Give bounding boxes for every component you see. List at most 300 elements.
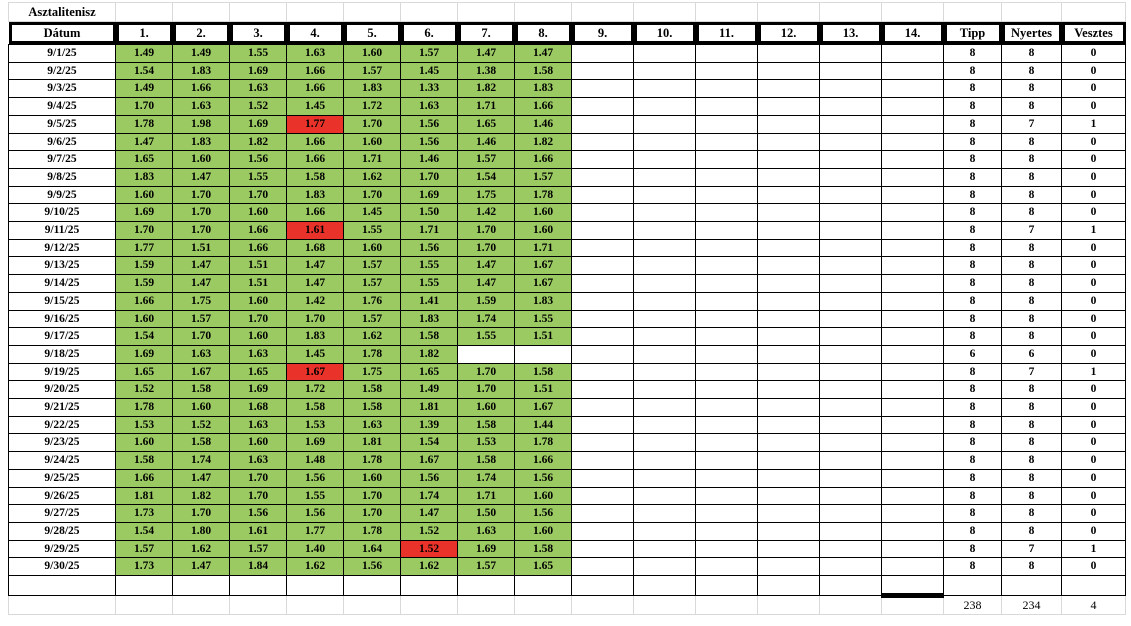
tipp-cell[interactable]: 8 <box>944 257 1002 275</box>
odds-cell[interactable]: 1.63 <box>173 345 230 363</box>
odds-cell[interactable]: 1.60 <box>344 45 401 63</box>
empty-cell[interactable] <box>634 434 696 452</box>
odds-cell[interactable]: 1.60 <box>515 522 572 540</box>
empty-cell[interactable] <box>572 151 634 169</box>
odds-cell[interactable]: 1.40 <box>287 540 344 558</box>
odds-cell[interactable]: 1.55 <box>515 310 572 328</box>
empty-cell[interactable] <box>696 257 758 275</box>
column-header-4[interactable] <box>287 22 344 45</box>
empty-cell[interactable] <box>634 522 696 540</box>
nyertes-cell[interactable]: 8 <box>1002 399 1062 417</box>
tipp-cell[interactable]: 8 <box>944 310 1002 328</box>
odds-cell[interactable]: 1.68 <box>287 239 344 257</box>
empty-cell[interactable] <box>572 98 634 116</box>
title-row-empty-cell[interactable] <box>1062 3 1126 22</box>
tipp-cell[interactable]: 8 <box>944 558 1002 576</box>
odds-cell[interactable]: 1.57 <box>458 558 515 576</box>
spacer-cell[interactable] <box>515 576 572 596</box>
empty-cell[interactable] <box>820 328 882 346</box>
totals-empty-cell[interactable] <box>287 595 344 614</box>
odds-cell[interactable]: 1.49 <box>173 45 230 63</box>
empty-cell[interactable] <box>572 222 634 240</box>
spacer-cell[interactable] <box>758 576 820 596</box>
empty-cell[interactable] <box>572 292 634 310</box>
empty-cell[interactable] <box>696 452 758 470</box>
vesztes-cell[interactable]: 1 <box>1062 222 1126 240</box>
odds-cell[interactable]: 1.60 <box>173 151 230 169</box>
vesztes-cell[interactable]: 1 <box>1062 540 1126 558</box>
empty-cell[interactable] <box>572 345 634 363</box>
vesztes-cell[interactable]: 0 <box>1062 98 1126 116</box>
odds-cell[interactable]: 1.41 <box>401 292 458 310</box>
empty-cell[interactable] <box>634 257 696 275</box>
odds-cell[interactable]: 1.54 <box>458 168 515 186</box>
odds-cell[interactable]: 1.55 <box>230 168 287 186</box>
title-row-empty-cell[interactable] <box>458 3 515 22</box>
odds-cell[interactable]: 1.66 <box>287 80 344 98</box>
empty-cell[interactable] <box>758 98 820 116</box>
empty-cell[interactable] <box>572 62 634 80</box>
odds-cell[interactable]: 1.98 <box>173 115 230 133</box>
column-header-datum[interactable] <box>9 22 116 45</box>
empty-cell[interactable] <box>820 204 882 222</box>
totals-empty-cell[interactable] <box>758 595 820 614</box>
odds-cell[interactable]: 1.63 <box>173 98 230 116</box>
empty-cell[interactable] <box>882 80 944 98</box>
empty-cell[interactable] <box>696 381 758 399</box>
odds-cell[interactable]: 1.58 <box>515 540 572 558</box>
odds-cell[interactable]: 1.58 <box>287 399 344 417</box>
nyertes-cell[interactable]: 8 <box>1002 487 1062 505</box>
odds-cell[interactable]: 1.83 <box>173 62 230 80</box>
odds-cell[interactable]: 1.55 <box>458 328 515 346</box>
empty-cell[interactable] <box>572 186 634 204</box>
date-cell[interactable]: 9/5/25 <box>9 115 116 133</box>
odds-cell[interactable]: 1.66 <box>230 239 287 257</box>
odds-cell[interactable]: 1.60 <box>230 434 287 452</box>
date-cell[interactable]: 9/1/25 <box>9 45 116 63</box>
empty-cell[interactable] <box>882 239 944 257</box>
odds-cell[interactable]: 1.60 <box>230 204 287 222</box>
odds-cell[interactable]: 1.83 <box>515 80 572 98</box>
empty-cell[interactable] <box>634 45 696 63</box>
odds-cell[interactable]: 1.47 <box>173 257 230 275</box>
empty-cell[interactable] <box>696 363 758 381</box>
nyertes-cell[interactable]: 8 <box>1002 292 1062 310</box>
tipp-cell[interactable]: 8 <box>944 434 1002 452</box>
empty-cell[interactable] <box>882 522 944 540</box>
odds-cell[interactable]: 1.63 <box>401 98 458 116</box>
odds-cell[interactable]: 1.58 <box>458 452 515 470</box>
empty-cell[interactable] <box>882 115 944 133</box>
empty-cell[interactable] <box>696 133 758 151</box>
odds-cell[interactable]: 1.70 <box>344 186 401 204</box>
tipp-cell[interactable]: 8 <box>944 505 1002 523</box>
odds-cell[interactable]: 1.63 <box>230 80 287 98</box>
empty-cell[interactable] <box>634 62 696 80</box>
totals-empty-cell[interactable] <box>572 595 634 614</box>
empty-cell[interactable] <box>758 363 820 381</box>
empty-cell[interactable] <box>820 558 882 576</box>
odds-cell[interactable]: 1.83 <box>515 292 572 310</box>
empty-cell[interactable] <box>572 168 634 186</box>
empty-cell[interactable] <box>820 115 882 133</box>
date-cell[interactable]: 9/8/25 <box>9 168 116 186</box>
odds-cell[interactable]: 1.47 <box>458 257 515 275</box>
odds-cell[interactable]: 1.65 <box>458 115 515 133</box>
odds-cell[interactable]: 1.70 <box>458 239 515 257</box>
odds-cell[interactable]: 1.60 <box>344 239 401 257</box>
odds-cell[interactable]: 1.47 <box>173 469 230 487</box>
nyertes-cell[interactable]: 8 <box>1002 168 1062 186</box>
empty-cell[interactable] <box>820 45 882 63</box>
odds-cell[interactable]: 1.66 <box>515 98 572 116</box>
odds-cell[interactable]: 1.57 <box>401 45 458 63</box>
empty-cell[interactable] <box>572 363 634 381</box>
odds-cell[interactable]: 1.47 <box>515 45 572 63</box>
totals-empty-cell[interactable] <box>116 595 173 614</box>
odds-cell[interactable]: 1.70 <box>173 204 230 222</box>
odds-cell[interactable]: 1.60 <box>230 292 287 310</box>
nyertes-cell[interactable]: 7 <box>1002 363 1062 381</box>
empty-cell[interactable] <box>696 487 758 505</box>
empty-cell[interactable] <box>572 239 634 257</box>
odds-cell[interactable]: 1.46 <box>401 151 458 169</box>
empty-cell[interactable] <box>634 204 696 222</box>
empty-cell[interactable] <box>634 239 696 257</box>
empty-cell[interactable] <box>634 328 696 346</box>
empty-cell[interactable] <box>758 151 820 169</box>
odds-cell[interactable]: 1.53 <box>458 434 515 452</box>
empty-cell[interactable] <box>882 204 944 222</box>
odds-cell[interactable]: 1.82 <box>515 133 572 151</box>
odds-cell[interactable]: 1.82 <box>458 80 515 98</box>
nyertes-cell[interactable]: 6 <box>1002 345 1062 363</box>
odds-cell[interactable]: 1.83 <box>116 168 173 186</box>
empty-cell[interactable] <box>572 487 634 505</box>
odds-cell-loss[interactable]: 1.52 <box>401 540 458 558</box>
nyertes-cell[interactable]: 7 <box>1002 222 1062 240</box>
odds-cell[interactable]: 1.66 <box>287 204 344 222</box>
spacer-cell[interactable] <box>9 576 116 596</box>
empty-cell[interactable] <box>882 168 944 186</box>
empty-cell[interactable] <box>758 328 820 346</box>
tipp-cell[interactable]: 8 <box>944 80 1002 98</box>
empty-cell[interactable] <box>820 416 882 434</box>
totals-empty-cell[interactable] <box>230 595 287 614</box>
empty-cell[interactable] <box>634 540 696 558</box>
title-row-empty-cell[interactable] <box>230 3 287 22</box>
odds-cell[interactable]: 1.70 <box>287 310 344 328</box>
empty-cell[interactable] <box>572 80 634 98</box>
empty-cell[interactable] <box>882 62 944 80</box>
empty-cell[interactable] <box>820 522 882 540</box>
odds-cell[interactable]: 1.63 <box>344 416 401 434</box>
totals-empty-cell[interactable] <box>458 595 515 614</box>
empty-cell[interactable] <box>882 328 944 346</box>
spacer-cell[interactable] <box>401 576 458 596</box>
empty-cell[interactable] <box>820 151 882 169</box>
date-cell[interactable]: 9/23/25 <box>9 434 116 452</box>
odds-cell[interactable]: 1.69 <box>230 381 287 399</box>
odds-cell[interactable]: 1.60 <box>230 328 287 346</box>
vesztes-cell[interactable]: 0 <box>1062 62 1126 80</box>
date-cell[interactable]: 9/9/25 <box>9 186 116 204</box>
empty-cell[interactable] <box>696 62 758 80</box>
odds-cell[interactable]: 1.60 <box>344 133 401 151</box>
empty-cell[interactable] <box>882 98 944 116</box>
odds-cell[interactable]: 1.57 <box>344 62 401 80</box>
empty-cell[interactable] <box>572 434 634 452</box>
odds-cell[interactable]: 1.46 <box>458 133 515 151</box>
totals-empty-cell[interactable] <box>344 595 401 614</box>
column-header-vesztes[interactable] <box>1062 22 1126 45</box>
column-header-8[interactable] <box>515 22 572 45</box>
odds-cell[interactable]: 1.71 <box>458 98 515 116</box>
empty-cell[interactable] <box>882 292 944 310</box>
tipp-cell[interactable]: 8 <box>944 363 1002 381</box>
empty-cell[interactable] <box>758 275 820 293</box>
odds-cell[interactable]: 1.60 <box>515 222 572 240</box>
column-header-3[interactable] <box>230 22 287 45</box>
odds-cell[interactable]: 1.74 <box>401 487 458 505</box>
odds-cell[interactable]: 1.57 <box>344 275 401 293</box>
totals-empty-cell[interactable] <box>173 595 230 614</box>
empty-cell[interactable] <box>634 487 696 505</box>
odds-cell[interactable]: 1.70 <box>173 328 230 346</box>
empty-cell[interactable] <box>572 540 634 558</box>
empty-cell[interactable] <box>634 222 696 240</box>
odds-cell[interactable]: 1.61 <box>230 522 287 540</box>
odds-cell[interactable]: 1.70 <box>116 98 173 116</box>
odds-cell[interactable]: 1.56 <box>401 469 458 487</box>
empty-cell[interactable] <box>634 133 696 151</box>
odds-cell[interactable]: 1.78 <box>116 399 173 417</box>
spacer-cell[interactable] <box>287 576 344 596</box>
empty-cell[interactable] <box>696 115 758 133</box>
odds-cell[interactable]: 1.60 <box>173 399 230 417</box>
empty-cell[interactable] <box>758 522 820 540</box>
totals-empty-cell[interactable] <box>9 595 116 614</box>
odds-cell[interactable]: 1.54 <box>401 434 458 452</box>
vesztes-cell[interactable]: 0 <box>1062 434 1126 452</box>
title-row-empty-cell[interactable] <box>401 3 458 22</box>
date-cell[interactable]: 9/10/25 <box>9 204 116 222</box>
odds-cell[interactable]: 1.54 <box>116 62 173 80</box>
odds-cell-loss[interactable]: 1.77 <box>287 115 344 133</box>
empty-cell[interactable] <box>634 168 696 186</box>
odds-cell[interactable]: 1.71 <box>344 151 401 169</box>
empty-cell[interactable] <box>820 452 882 470</box>
odds-cell[interactable]: 1.65 <box>230 363 287 381</box>
nyertes-cell[interactable]: 8 <box>1002 186 1062 204</box>
odds-cell[interactable]: 1.70 <box>230 186 287 204</box>
odds-cell[interactable]: 1.67 <box>173 363 230 381</box>
odds-cell[interactable]: 1.56 <box>287 505 344 523</box>
vesztes-cell[interactable]: 0 <box>1062 151 1126 169</box>
date-cell[interactable]: 9/30/25 <box>9 558 116 576</box>
empty-cell[interactable] <box>634 275 696 293</box>
empty-cell[interactable] <box>882 345 944 363</box>
odds-cell[interactable]: 1.76 <box>344 292 401 310</box>
vesztes-cell[interactable]: 0 <box>1062 328 1126 346</box>
odds-cell[interactable]: 1.73 <box>116 505 173 523</box>
odds-cell[interactable]: 1.66 <box>116 469 173 487</box>
odds-cell[interactable]: 1.74 <box>458 469 515 487</box>
odds-cell[interactable]: 1.82 <box>173 487 230 505</box>
odds-cell[interactable]: 1.55 <box>401 257 458 275</box>
odds-cell[interactable]: 1.62 <box>173 540 230 558</box>
odds-cell[interactable]: 1.52 <box>116 381 173 399</box>
empty-cell[interactable] <box>758 168 820 186</box>
date-cell[interactable]: 9/12/25 <box>9 239 116 257</box>
odds-cell[interactable]: 1.80 <box>173 522 230 540</box>
nyertes-cell[interactable]: 8 <box>1002 151 1062 169</box>
tipp-cell[interactable]: 8 <box>944 239 1002 257</box>
title-row-empty-cell[interactable] <box>173 3 230 22</box>
odds-cell[interactable]: 1.62 <box>401 558 458 576</box>
empty-cell[interactable] <box>696 399 758 417</box>
empty-cell[interactable] <box>572 328 634 346</box>
tipp-cell[interactable]: 8 <box>944 204 1002 222</box>
odds-cell[interactable]: 1.58 <box>401 328 458 346</box>
tipp-cell[interactable]: 8 <box>944 292 1002 310</box>
title-row-empty-cell[interactable] <box>820 3 882 22</box>
empty-cell[interactable] <box>758 487 820 505</box>
odds-cell[interactable]: 1.60 <box>116 434 173 452</box>
tipp-cell[interactable]: 8 <box>944 115 1002 133</box>
column-header-nyertes[interactable] <box>1002 22 1062 45</box>
empty-cell[interactable] <box>820 98 882 116</box>
odds-cell[interactable]: 1.49 <box>116 80 173 98</box>
empty-cell[interactable] <box>634 345 696 363</box>
date-cell[interactable]: 9/20/25 <box>9 381 116 399</box>
column-header-tipp[interactable] <box>944 22 1002 45</box>
nyertes-cell[interactable]: 7 <box>1002 540 1062 558</box>
empty-cell[interactable] <box>634 98 696 116</box>
empty-cell[interactable] <box>820 469 882 487</box>
odds-cell[interactable]: 1.45 <box>344 204 401 222</box>
odds-cell[interactable]: 1.82 <box>401 345 458 363</box>
odds-cell[interactable]: 1.56 <box>344 558 401 576</box>
odds-cell[interactable]: 1.66 <box>230 222 287 240</box>
empty-cell[interactable] <box>882 540 944 558</box>
empty-cell[interactable] <box>634 381 696 399</box>
empty-cell[interactable] <box>696 80 758 98</box>
odds-cell[interactable]: 1.47 <box>458 275 515 293</box>
tipp-cell[interactable]: 8 <box>944 275 1002 293</box>
empty-cell[interactable] <box>820 487 882 505</box>
tipp-cell[interactable]: 8 <box>944 540 1002 558</box>
odds-cell[interactable]: 1.69 <box>116 204 173 222</box>
totals-empty-cell[interactable] <box>634 595 696 614</box>
empty-cell[interactable] <box>820 292 882 310</box>
empty-cell[interactable] <box>572 275 634 293</box>
odds-cell[interactable]: 1.56 <box>230 151 287 169</box>
odds-cell-empty[interactable] <box>458 345 515 363</box>
odds-cell[interactable]: 1.57 <box>515 168 572 186</box>
date-cell[interactable]: 9/24/25 <box>9 452 116 470</box>
nyertes-cell[interactable]: 8 <box>1002 416 1062 434</box>
tipp-cell[interactable]: 8 <box>944 399 1002 417</box>
vesztes-cell[interactable]: 1 <box>1062 363 1126 381</box>
empty-cell[interactable] <box>696 434 758 452</box>
empty-cell[interactable] <box>634 80 696 98</box>
odds-cell[interactable]: 1.60 <box>515 204 572 222</box>
vesztes-cell[interactable]: 0 <box>1062 204 1126 222</box>
odds-cell[interactable]: 1.55 <box>230 45 287 63</box>
column-header-6[interactable] <box>401 22 458 45</box>
odds-cell[interactable]: 1.58 <box>344 381 401 399</box>
odds-cell[interactable]: 1.70 <box>458 222 515 240</box>
odds-cell[interactable]: 1.46 <box>515 115 572 133</box>
odds-cell[interactable]: 1.53 <box>287 416 344 434</box>
empty-cell[interactable] <box>820 310 882 328</box>
column-header-14[interactable] <box>882 22 944 45</box>
date-cell[interactable]: 9/14/25 <box>9 275 116 293</box>
odds-cell[interactable]: 1.78 <box>344 452 401 470</box>
odds-cell[interactable]: 1.70 <box>344 115 401 133</box>
empty-cell[interactable] <box>882 222 944 240</box>
empty-cell[interactable] <box>696 540 758 558</box>
odds-cell[interactable]: 1.65 <box>116 363 173 381</box>
totals-empty-cell[interactable] <box>696 595 758 614</box>
column-header-13[interactable] <box>820 22 882 45</box>
col14-underline-cell[interactable] <box>882 576 944 596</box>
odds-cell[interactable]: 1.57 <box>230 540 287 558</box>
odds-cell[interactable]: 1.64 <box>344 540 401 558</box>
empty-cell[interactable] <box>696 505 758 523</box>
empty-cell[interactable] <box>882 363 944 381</box>
empty-cell[interactable] <box>758 416 820 434</box>
odds-cell[interactable]: 1.56 <box>287 469 344 487</box>
empty-cell[interactable] <box>758 558 820 576</box>
empty-cell[interactable] <box>572 416 634 434</box>
odds-cell[interactable]: 1.55 <box>344 222 401 240</box>
empty-cell[interactable] <box>820 381 882 399</box>
odds-cell[interactable]: 1.78 <box>515 434 572 452</box>
odds-cell[interactable]: 1.52 <box>401 522 458 540</box>
nyertes-cell[interactable]: 8 <box>1002 133 1062 151</box>
odds-cell[interactable]: 1.65 <box>116 151 173 169</box>
empty-cell[interactable] <box>572 522 634 540</box>
odds-cell[interactable]: 1.58 <box>116 452 173 470</box>
odds-cell[interactable]: 1.77 <box>116 239 173 257</box>
empty-cell[interactable] <box>634 186 696 204</box>
tipp-cell[interactable]: 8 <box>944 98 1002 116</box>
empty-cell[interactable] <box>572 505 634 523</box>
odds-cell[interactable]: 1.51 <box>173 239 230 257</box>
empty-cell[interactable] <box>882 487 944 505</box>
odds-cell[interactable]: 1.75 <box>458 186 515 204</box>
spacer-cell[interactable] <box>116 576 173 596</box>
odds-cell[interactable]: 1.84 <box>230 558 287 576</box>
date-cell[interactable]: 9/4/25 <box>9 98 116 116</box>
empty-cell[interactable] <box>634 558 696 576</box>
odds-cell[interactable]: 1.47 <box>173 275 230 293</box>
odds-cell[interactable]: 1.70 <box>344 505 401 523</box>
odds-cell[interactable]: 1.57 <box>116 540 173 558</box>
empty-cell[interactable] <box>882 381 944 399</box>
odds-cell[interactable]: 1.47 <box>458 45 515 63</box>
vesztes-cell[interactable]: 0 <box>1062 310 1126 328</box>
odds-cell[interactable]: 1.56 <box>401 115 458 133</box>
nyertes-cell[interactable]: 8 <box>1002 257 1062 275</box>
vesztes-cell[interactable]: 0 <box>1062 345 1126 363</box>
empty-cell[interactable] <box>758 257 820 275</box>
odds-cell[interactable]: 1.83 <box>401 310 458 328</box>
odds-cell[interactable]: 1.58 <box>458 416 515 434</box>
